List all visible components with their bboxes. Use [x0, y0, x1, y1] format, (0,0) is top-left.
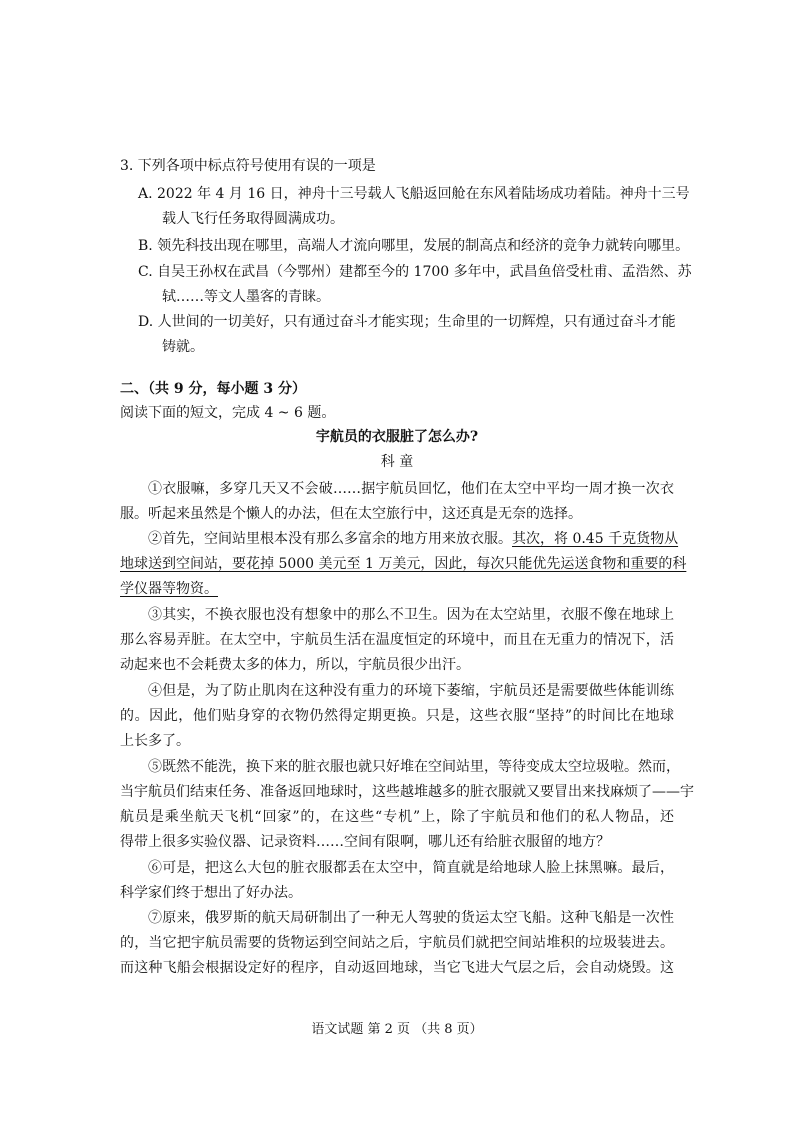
paragraph-3-line-1: ③其实，不换衣服也没有想象中的那么不卫生。因为在太空站里，衣服不像在地球上 — [148, 607, 674, 623]
option-c-line-1: C. 自吴王孙权在武昌（今鄂州）建都至今的 1700 多年中，武昌鱼倍受杜甫、孟浩然、苏 — [138, 264, 692, 280]
question-3-stem: 3. 下列各项中标点符号使用有误的一项是 — [120, 158, 376, 174]
paragraph-5-line-2: 当宇航员们结束任务、准备返回地球时，这些越堆越多的脏衣服就又要冒出来找麻烦了——宇 — [120, 784, 694, 800]
option-b-line-1: B. 领先科技出现在哪里，高端人才流向哪里，发展的制高点和经济的竞争力就转向哪里。 — [138, 238, 690, 254]
paragraph-7-line-3: 而这种飞船会根据设定好的程序，自动返回地球，当它飞进大气层之后，会自动烧毁。这 — [120, 960, 674, 976]
paragraph-7-line-2: 的，当它把宇航员需要的货物运到空间站之后，宇航员们就把空间站堆积的垃圾装进去。 — [120, 935, 674, 951]
paragraph-3-line-3: 动起来也不会耗费太多的体力，所以，宇航员很少出汗。 — [120, 657, 470, 673]
paragraph-5-line-1: ⑤既然不能洗，换下来的脏衣服也就只好堆在空间站里，等待变成太空垃圾啦。然而， — [148, 759, 680, 775]
paragraph-4-line-1: ④但是，为了防止肌肉在这种没有重力的环境下萎缩，宇航员还是需要做些体能训练 — [148, 683, 674, 699]
paragraph-5-line-3: 航员是乘坐航天飞机“回家”的，在这些“专机”上，除了宇航员和他们的私人物品，还 — [120, 809, 674, 825]
option-a-line-2: 载人飞行任务取得圆满成功。 — [162, 211, 344, 227]
article-title: 宇航员的衣服脏了怎么办? — [315, 429, 479, 445]
paragraph-1-line-1: ①衣服嘛，多穿几天又不会破……据宇航员回忆，他们在太空中平均一周才换一次衣 — [148, 481, 674, 497]
option-a-line-1: A. 2022 年 4 月 16 日，神舟十三号载人飞船返回舱在东风着陆场成功着陆。神舟十三号 — [138, 186, 690, 202]
paragraph-4-line-2: 的。因此，他们贴身穿的衣物仍然得定期更换。只是，这些衣服“坚持”的时间比在地球 — [120, 708, 674, 724]
paragraph-2-underlined-part-2: 地球送到空间站，要花掉 5000 美元至 1 万美元，因此，每次只能优先运送食物和重要的科 — [120, 556, 687, 572]
paragraph-3-line-2: 那么容易弄脏。在太空中，宇航员生活在温度恒定的环境中，而且在无重力的情况下，活 — [120, 632, 674, 648]
paragraph-6-line-2: 科学家们终于想出了好办法。 — [120, 885, 302, 901]
paragraph-4-line-3: 上长多了。 — [120, 733, 190, 749]
paragraph-1-line-2: 服。听起来虽然是个懒人的办法，但在太空旅行中，这还真是无奈的选择。 — [120, 506, 582, 522]
section-2-heading: 二、（共 9 分，每小题 3 分） — [120, 381, 306, 397]
paragraph-2-underlined-part-3: 学仪器等物资。 — [120, 581, 218, 597]
page-footer: 语文试题 第 2 页 （共 8 页） — [311, 1022, 483, 1037]
section-2-instruction: 阅读下面的短文，完成 4 ~ 6 题。 — [120, 405, 336, 421]
paragraph-2-first-sentence: ②首先，空间站里根本没有那么多富余的地方用来放衣服。 — [148, 531, 512, 547]
paragraph-2-underlined-part-1: 其次，将 0.45 千克货物从 — [512, 531, 679, 547]
paragraph-6-line-1: ⑥可是，把这么大包的脏衣服都丢在太空中，简直就是给地球人脸上抹黑嘛。最后， — [148, 860, 674, 876]
option-d-line-2: 铸就。 — [162, 339, 204, 355]
option-d-line-1: D. 人世间的一切美好，只有通过奋斗才能实现；生命里的一切辉煌，只有通过奋斗才能 — [138, 314, 676, 330]
article-author: 科 童 — [380, 454, 414, 470]
paragraph-5-line-4: 得带上很多实验仪器、记录资料……空间有限啊，哪儿还有给脏衣服留的地方？ — [120, 834, 610, 850]
paragraph-7-line-1: ⑦原来，俄罗斯的航天局研制出了一种无人驾驶的货运太空飞船。这种飞船是一次性 — [148, 910, 674, 926]
option-c-line-2: 轼……等文人墨客的青睐。 — [162, 289, 330, 305]
paragraph-2-line-1 — [148, 529, 678, 549]
